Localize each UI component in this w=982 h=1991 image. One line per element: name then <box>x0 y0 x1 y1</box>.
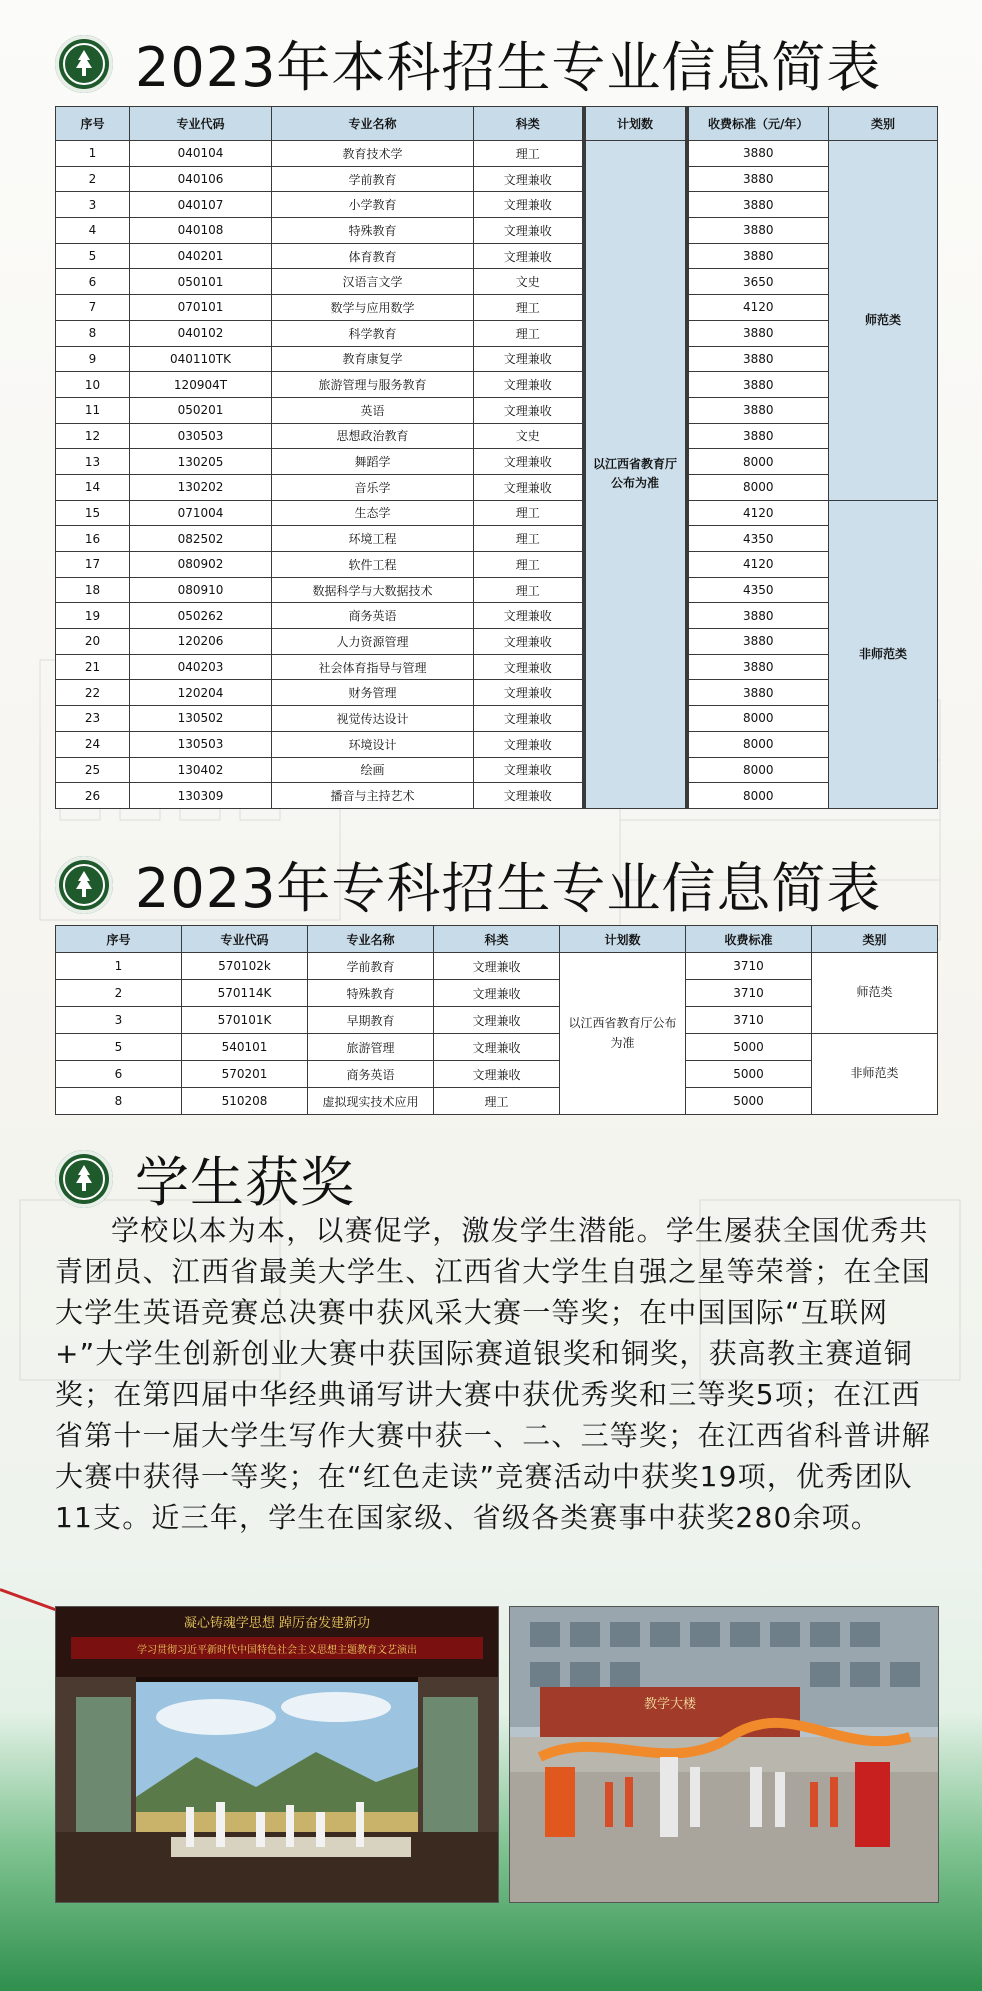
stage-performance-photo <box>55 1606 499 1903</box>
cell-code: 570114K <box>182 980 308 1007</box>
cell-fee: 5000 <box>686 1061 812 1088</box>
table-row <box>56 577 938 603</box>
cell-subject: 文理兼收 <box>474 757 584 783</box>
cell-index: 14 <box>56 474 130 500</box>
cell-index: 4 <box>56 218 130 244</box>
cell-code: 040107 <box>130 192 272 218</box>
cell-fee: 8000 <box>687 757 829 783</box>
cell-code: 040203 <box>130 654 272 680</box>
cell-code: 050262 <box>130 603 272 629</box>
cell-index: 2 <box>56 166 130 192</box>
cell-fee: 3880 <box>687 192 829 218</box>
cell-major: 视觉传达设计 <box>272 706 474 732</box>
cell-fee: 3880 <box>687 397 829 423</box>
cell-index: 10 <box>56 372 130 398</box>
table-row <box>56 397 938 423</box>
awards-paragraph: 学校以本为本，以赛促学，激发学生潜能。学生屡获全国优秀共青团员、江西省最美大学生、江西省大学生自强之星等荣誉；在全国大学生英语竞赛总决赛中获风采大赛一等奖；在中国国际“互联网+”大学生创新创业大赛中获国际赛道银奖和铜奖，获高教主赛道铜奖；在第四届中华经典诵写讲大赛中获优秀奖和三等奖5项；在江西省第十一届大学生写作大赛中获一、二、三等奖；在江西省科普讲解大赛中获得一等奖；在“红色走读”竞赛活动中获奖19项，优秀团队11支。近三年，学生在国家级、省级各类赛事中获奖280余项。 <box>55 1214 932 1534</box>
table-row <box>56 166 938 192</box>
cell-code: 130205 <box>130 449 272 475</box>
col-header-subject: 科类 <box>474 107 584 141</box>
cell-major: 环境设计 <box>272 731 474 757</box>
cell-index: 7 <box>56 295 130 321</box>
cell-subject: 文理兼收 <box>434 1007 560 1034</box>
cell-subject: 文理兼收 <box>474 654 584 680</box>
cell-fee: 3880 <box>687 243 829 269</box>
cell-fee: 3880 <box>687 372 829 398</box>
cell-fee: 8000 <box>687 783 829 809</box>
page-title: 2023年本科招生专业信息简表 <box>135 36 882 99</box>
cell-code: 040104 <box>130 141 272 167</box>
cell-index: 1 <box>56 953 182 980</box>
cell-code: 050101 <box>130 269 272 295</box>
cell-subject: 理工 <box>474 577 584 603</box>
cell-major: 生态学 <box>272 500 474 526</box>
table-row <box>56 320 938 346</box>
cell-index: 22 <box>56 680 130 706</box>
cell-code: 120206 <box>130 629 272 655</box>
cell-category: 非师范类 <box>812 1034 938 1115</box>
cell-subject: 文理兼收 <box>474 372 584 398</box>
cell-subject: 文理兼收 <box>474 474 584 500</box>
cell-index: 21 <box>56 654 130 680</box>
cell-subject: 文理兼收 <box>474 243 584 269</box>
cell-index: 13 <box>56 449 130 475</box>
table-row <box>56 218 938 244</box>
banner-line-1: 凝心铸魂学思想 踔厉奋发建新功 <box>183 1616 371 1631</box>
cell-subject: 理工 <box>434 1088 560 1115</box>
cell-subject: 文史 <box>474 423 584 449</box>
cell-fee: 4350 <box>687 526 829 552</box>
cell-subject: 理工 <box>474 295 584 321</box>
cell-major: 学前教育 <box>308 953 434 980</box>
cell-subject: 文史 <box>474 269 584 295</box>
table-row <box>56 757 938 783</box>
cell-index: 20 <box>56 629 130 655</box>
cell-subject: 文理兼收 <box>474 629 584 655</box>
cell-major: 环境工程 <box>272 526 474 552</box>
cell-fee: 8000 <box>687 731 829 757</box>
cell-fee: 3710 <box>686 953 812 980</box>
cell-subject: 文理兼收 <box>474 603 584 629</box>
college-table <box>55 925 938 1115</box>
cell-major: 虚拟现实技术应用 <box>308 1088 434 1115</box>
cell-subject: 理工 <box>474 552 584 578</box>
cell-index: 9 <box>56 346 130 372</box>
cell-index: 5 <box>56 243 130 269</box>
cell-index: 1 <box>56 141 130 167</box>
cell-index: 6 <box>56 1061 182 1088</box>
cell-code: 040110TK <box>130 346 272 372</box>
cell-major: 财务管理 <box>272 680 474 706</box>
cell-index: 8 <box>56 320 130 346</box>
table-row <box>56 629 938 655</box>
cell-subject: 文理兼收 <box>474 346 584 372</box>
cell-plan-note: 以江西省教育厅公布为准 <box>560 953 686 1115</box>
table-row <box>56 980 938 1007</box>
cell-subject: 文理兼收 <box>474 218 584 244</box>
table-row <box>56 953 938 980</box>
undergrad-table <box>55 106 938 809</box>
cell-major: 特殊教育 <box>308 980 434 1007</box>
cell-index: 3 <box>56 192 130 218</box>
cell-subject: 文理兼收 <box>474 449 584 475</box>
cell-major: 软件工程 <box>272 552 474 578</box>
cell-subject: 文理兼收 <box>474 192 584 218</box>
table-row <box>56 783 938 809</box>
table-row <box>56 269 938 295</box>
section-title: 学生获奖 <box>135 1151 355 1214</box>
table-row <box>56 731 938 757</box>
cell-index: 16 <box>56 526 130 552</box>
cell-major: 绘画 <box>272 757 474 783</box>
cell-fee: 4120 <box>687 552 829 578</box>
cell-fee: 3880 <box>687 141 829 167</box>
cell-fee: 8000 <box>687 449 829 475</box>
cell-major: 特殊教育 <box>272 218 474 244</box>
col-header-category: 类别 <box>812 926 938 953</box>
cell-fee: 4350 <box>687 577 829 603</box>
cell-major: 播音与主持艺术 <box>272 783 474 809</box>
table-row <box>56 372 938 398</box>
cell-fee: 4120 <box>687 500 829 526</box>
col-header-subject: 科类 <box>434 926 560 953</box>
cell-major: 舞蹈学 <box>272 449 474 475</box>
decorative-line <box>0 1588 57 1611</box>
cell-major: 旅游管理与服务教育 <box>272 372 474 398</box>
cell-code: 510208 <box>182 1088 308 1115</box>
cell-major: 教育技术学 <box>272 141 474 167</box>
table-row <box>56 680 938 706</box>
cell-fee: 8000 <box>687 706 829 732</box>
table-row <box>56 603 938 629</box>
cell-category: 非师范类 <box>829 500 938 808</box>
cell-major: 汉语言文学 <box>272 269 474 295</box>
cell-index: 18 <box>56 577 130 603</box>
cell-code: 070101 <box>130 295 272 321</box>
cell-code: 130202 <box>130 474 272 500</box>
cell-code: 120204 <box>130 680 272 706</box>
cell-code: 050201 <box>130 397 272 423</box>
col-header-major: 专业名称 <box>272 107 474 141</box>
col-header-index: 序号 <box>56 107 130 141</box>
cell-index: 25 <box>56 757 130 783</box>
table-row <box>56 1034 938 1061</box>
cell-plan-note: 以江西省教育厅公布为准 <box>584 141 687 809</box>
cell-code: 080902 <box>130 552 272 578</box>
cell-subject: 文理兼收 <box>474 783 584 809</box>
cell-code: 071004 <box>130 500 272 526</box>
cell-index: 11 <box>56 397 130 423</box>
cell-major: 数据科学与大数据技术 <box>272 577 474 603</box>
cell-major: 人力资源管理 <box>272 629 474 655</box>
cell-subject: 文理兼收 <box>434 1061 560 1088</box>
awards-heading <box>55 1140 355 1217</box>
cell-code: 040102 <box>130 320 272 346</box>
cell-code: 082502 <box>130 526 272 552</box>
cell-fee: 3880 <box>687 629 829 655</box>
cell-index: 12 <box>56 423 130 449</box>
cell-index: 15 <box>56 500 130 526</box>
cell-code: 130309 <box>130 783 272 809</box>
school-emblem-icon <box>55 1150 113 1208</box>
cell-major: 教育康复学 <box>272 346 474 372</box>
table-row <box>56 526 938 552</box>
cell-code: 030503 <box>130 423 272 449</box>
cell-category: 师范类 <box>829 141 938 501</box>
col-header-plan: 计划数 <box>560 926 686 953</box>
cell-index: 8 <box>56 1088 182 1115</box>
cell-fee: 3880 <box>687 166 829 192</box>
cell-major: 数学与应用数学 <box>272 295 474 321</box>
cell-major: 小学教育 <box>272 192 474 218</box>
cell-fee: 3880 <box>687 320 829 346</box>
table-row <box>56 654 938 680</box>
table-row <box>56 500 938 526</box>
table-row <box>56 141 938 167</box>
col-header-plan: 计划数 <box>584 107 687 141</box>
cell-subject: 文理兼收 <box>474 680 584 706</box>
cell-subject: 理工 <box>474 320 584 346</box>
table-row <box>56 1007 938 1034</box>
col-header-code: 专业代码 <box>182 926 308 953</box>
cell-index: 3 <box>56 1007 182 1034</box>
col-header-category: 类别 <box>829 107 938 141</box>
col-header-index: 序号 <box>56 926 182 953</box>
cell-fee: 3880 <box>687 218 829 244</box>
cell-code: 570102k <box>182 953 308 980</box>
cell-fee: 3650 <box>687 269 829 295</box>
col-header-code: 专业代码 <box>130 107 272 141</box>
cell-fee: 8000 <box>687 474 829 500</box>
cell-index: 5 <box>56 1034 182 1061</box>
cell-fee: 3880 <box>687 603 829 629</box>
section-title: 2023年专科招生专业信息简表 <box>135 857 882 920</box>
table-row <box>56 1088 938 1115</box>
cell-major: 英语 <box>272 397 474 423</box>
cell-subject: 文理兼收 <box>434 953 560 980</box>
cell-major: 商务英语 <box>308 1061 434 1088</box>
cell-index: 26 <box>56 783 130 809</box>
school-emblem-icon <box>55 856 113 914</box>
lion-dance-photo <box>509 1606 939 1903</box>
cell-index: 17 <box>56 552 130 578</box>
cell-code: 130402 <box>130 757 272 783</box>
table-row <box>56 706 938 732</box>
cell-code: 040106 <box>130 166 272 192</box>
cell-fee: 3880 <box>687 346 829 372</box>
cell-code: 120904T <box>130 372 272 398</box>
cell-major: 社会体育指导与管理 <box>272 654 474 680</box>
cell-code: 130503 <box>130 731 272 757</box>
table-row <box>56 474 938 500</box>
table-row <box>56 449 938 475</box>
cell-fee: 3880 <box>687 680 829 706</box>
cell-major: 学前教育 <box>272 166 474 192</box>
table-row <box>56 552 938 578</box>
col-header-fee: 收费标准 <box>686 926 812 953</box>
banner-line-2: 学习贯彻习近平新时代中国特色社会主义思想主题教育文艺演出 <box>137 1645 417 1656</box>
col-header-fee: 收费标准（元/年） <box>687 107 829 141</box>
cell-fee: 3710 <box>686 980 812 1007</box>
cell-major: 科学教育 <box>272 320 474 346</box>
cell-category: 师范类 <box>812 953 938 1034</box>
col-header-major: 专业名称 <box>308 926 434 953</box>
cell-index: 6 <box>56 269 130 295</box>
table-row <box>56 243 938 269</box>
table-row <box>56 295 938 321</box>
cell-code: 130502 <box>130 706 272 732</box>
cell-subject: 文理兼收 <box>474 731 584 757</box>
cell-subject: 理工 <box>474 500 584 526</box>
cell-major: 旅游管理 <box>308 1034 434 1061</box>
school-emblem-icon <box>55 35 113 93</box>
cell-subject: 文理兼收 <box>474 166 584 192</box>
cell-major: 早期教育 <box>308 1007 434 1034</box>
cell-fee: 5000 <box>686 1088 812 1115</box>
cell-code: 080910 <box>130 577 272 603</box>
cell-fee: 3710 <box>686 1007 812 1034</box>
undergrad-heading <box>55 25 881 102</box>
cell-subject: 理工 <box>474 141 584 167</box>
cell-index: 23 <box>56 706 130 732</box>
cell-index: 19 <box>56 603 130 629</box>
cell-subject: 文理兼收 <box>434 1034 560 1061</box>
cell-subject: 文理兼收 <box>474 397 584 423</box>
table-row <box>56 192 938 218</box>
cell-fee: 5000 <box>686 1034 812 1061</box>
table-row <box>56 1061 938 1088</box>
cell-code: 040201 <box>130 243 272 269</box>
cell-fee: 3880 <box>687 423 829 449</box>
cell-subject: 文理兼收 <box>474 706 584 732</box>
cell-major: 思想政治教育 <box>272 423 474 449</box>
cell-index: 24 <box>56 731 130 757</box>
cell-index: 2 <box>56 980 182 1007</box>
cell-major: 音乐学 <box>272 474 474 500</box>
cell-major: 体育教育 <box>272 243 474 269</box>
cell-code: 540101 <box>182 1034 308 1061</box>
table-row <box>56 346 938 372</box>
cell-subject: 文理兼收 <box>434 980 560 1007</box>
cell-code: 040108 <box>130 218 272 244</box>
cell-code: 570101K <box>182 1007 308 1034</box>
cell-code: 570201 <box>182 1061 308 1088</box>
college-heading <box>55 846 881 923</box>
cell-major: 商务英语 <box>272 603 474 629</box>
cell-fee: 3880 <box>687 654 829 680</box>
cell-fee: 4120 <box>687 295 829 321</box>
building-sign: 教学大楼 <box>643 1697 697 1712</box>
cell-subject: 理工 <box>474 526 584 552</box>
table-row <box>56 423 938 449</box>
